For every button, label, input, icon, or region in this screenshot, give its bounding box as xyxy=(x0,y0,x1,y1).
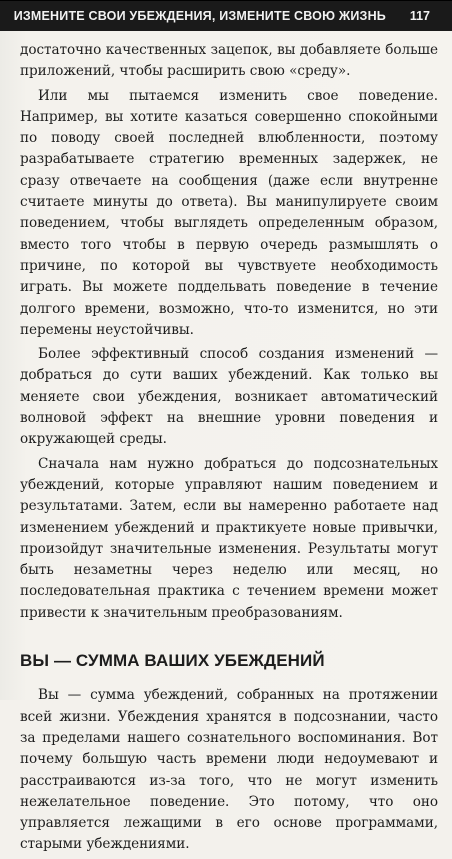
paragraph-1: достаточно качественных зацепок, вы добавляете больше приложений, чтобы расширить свою «среду». xyxy=(20,42,438,80)
page-body xyxy=(20,40,438,859)
paragraph-2: Или мы пытаемся изменить свое поведение. Например, вы хотите казаться совершенно спокойными по поводу своей последней влюбленности, поэтому разрабатываете стратегию временных задержек, не сразу отвечаете на сообщения (даже если внутренне считаете минуты до ответа). Вы манипулируете своим поведением, чтобы выглядеть определенным образом, вместо того чтобы в первую очередь размышлять о причине, по которой вы чувствуете необходимость играть. Вы можете поддельвать поведение в течение долгого времени, возможно, что-то изменится, но эти перемены неустойчивы. xyxy=(20,87,438,338)
section-paragraph: Вы — сумма убеждений, собранных на протяжении всей жизни. Убеждения хранятся в подсознании, часто за пределами нашего сознательного воспоминания. Вот почему большую часть времени люди недоумевают и расстраиваются из-за того, что не могут изменить нежелательное поведение. Это потому, что оно управляется лежащими в его основе программами, старыми убеждениями. xyxy=(20,687,438,853)
paragraph-4: Сначала нам нужно добраться до подсознательных убеждений, которые управляют нашим поведением и результатами. Затем, если вы намеренно работаете над изменением убеждений и практикуете новые привычки, произойдут значительные изменения. Результаты могут быть незаметны через неделю или месяц, но последовательная практика с течением времени может привести к значительным преобразованиям. xyxy=(20,455,438,621)
section-heading: ВЫ — СУММА ВАШИХ УБЕЖДЕНИЙ xyxy=(20,651,325,671)
paragraph-3: Более эффективный способ создания изменений — добраться до сути ваших убеждений. Как только вы меняете свои убеждения, возникает автоматический волновой эффект на внешние уровни поведения и окружающей среды. xyxy=(20,346,438,448)
running-header xyxy=(0,0,452,31)
chapter-title: ИЗМЕНИТЕ СВОИ УБЕЖДЕНИЯ, ИЗМЕНИТЕ СВОЮ ЖИЗНЬ xyxy=(13,9,386,23)
page-number: 117 xyxy=(409,9,430,23)
